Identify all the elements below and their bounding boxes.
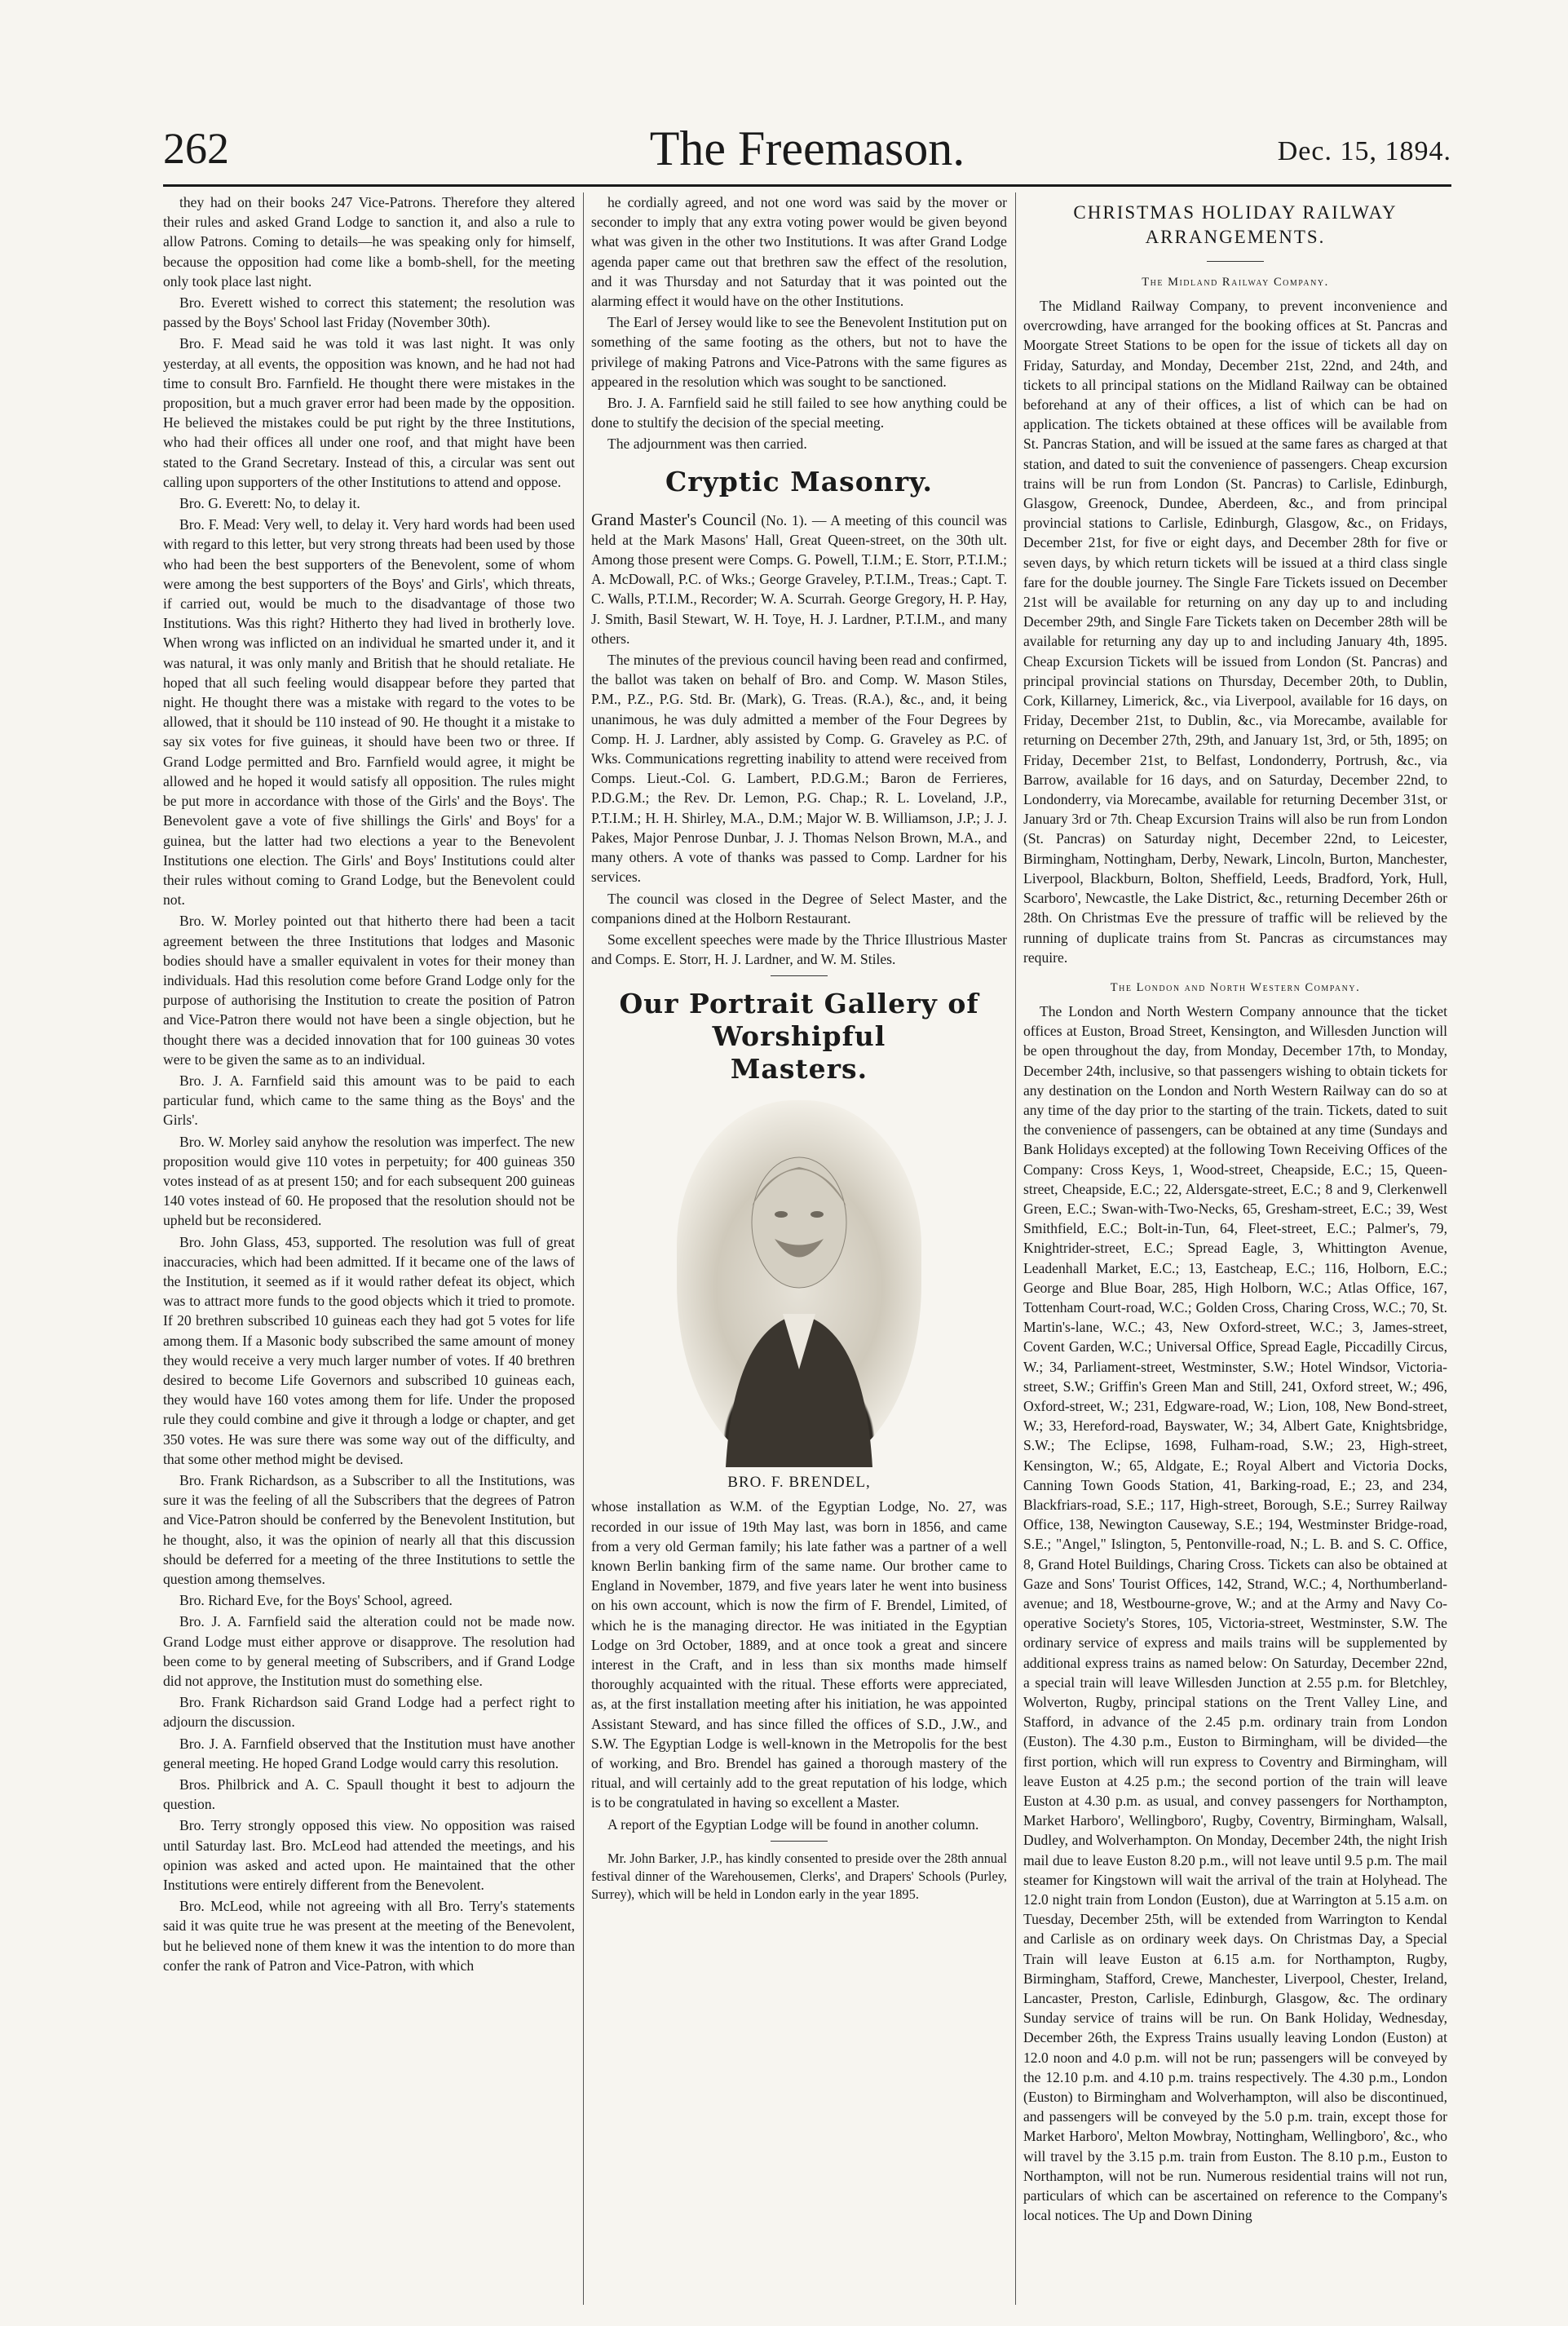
divider <box>771 975 828 976</box>
cryptic-masonry-heading: Cryptic Masonry. <box>665 465 934 497</box>
paragraph: Bro. McLeod, while not agreeing with all Bro. Terry's statements said it was quite true he was present at the meeting of the Benevolent, but he believed none of them knew it was the intention to do more than confer the rank of Patron and Vice-Patron, with which <box>163 1898 575 1974</box>
council-number: (No. 1). <box>761 511 808 528</box>
paragraph: Bros. Philbrick and A. C. Spaull thought it best to adjourn the question. <box>163 1776 575 1813</box>
paragraph: Bro. J. A. Farnfield said the alteration could not be made now. Grand Lodge must either approve or disapprove. The resolution had been come to by general meeting of Subscribers, and if Grand Lodge did not approve, the Institution must do something else. <box>163 1613 575 1690</box>
divider <box>771 1841 828 1842</box>
portrait-gallery-heading <box>591 988 1007 1086</box>
warehousemen-note: Mr. John Barker, J.P., has kindly consented to preside over the 28th annual festival dinner of the Warehousemen, Clerks', and Drapers' Schools (Purley, Surrey), which will be held in London early in the year 1895. <box>591 1850 1007 1902</box>
paragraph: The Earl of Jersey would like to see the Benevolent Institution put on something of the same footing as the others, but not to have the privilege of making Patrons and Vice-Patrons with the same figures as appeared in the resolution which was sought to be sanctioned. <box>591 314 1007 390</box>
paragraph: Bro. G. Everett: No, to delay it. <box>179 495 360 512</box>
paragraph: Bro. J. A. Farnfield said he still failed to see how anything could be done to stultify the decision of the special meeting. <box>591 395 1007 431</box>
portrait-gallery-heading-line: Our Portrait Gallery of Worshipful <box>619 988 979 1053</box>
railway-heading <box>1023 201 1447 250</box>
column-rule <box>1015 192 1016 2305</box>
paragraph: The adjournment was then carried. <box>607 436 807 453</box>
portrait-figure <box>677 1100 921 1467</box>
paragraph: Some excellent speeches were made by the Thrice Illustrious Master and Comps. E. Storr, H. J. Lardner, and W. M. Stiles. <box>591 931 1007 968</box>
masthead-rule <box>163 184 1451 187</box>
paragraph: Bro. F. Mead: Very well, to delay it. Very hard words had been used with regard to this letter, but very strong threats had been used by those who had been the best supporters of the Benevolent, some of whom were among the best supporters of the Boys' and Girls', which threats, if carried out, would be much to the disadvantage of those two Institutions. Was this right? Hitherto they had lived in brotherly love. When wrong was inflicted on an individual he smarted under it, and it was natural, it was only manly and British that he should retaliate. He hoped that all such feeling would disappear before they parted that night. He thought there was a mistake with regard to the votes to be allowed, that it should be 110 instead of 90. He thought it a mistake to say six votes for five guineas, it should have been two or three. If Grand Lodge permitted and Bro. Farnfield would agree, it might be allowed and he hoped it would satisfy all opposition. The rules might be put more in accordance with those of the Girls' and the Boys'. The Benevolent gave a vote of five shillings the Girls' and Boys' for a guinea, but the latter had two elections a year to the Benevolent Institutions one election. The Girls' and Boys' Institutions could alter their rules without coming to Grand Lodge, but the Benevolent could not. <box>163 516 575 909</box>
railway-heading-line: ARRANGEMENTS. <box>1145 227 1326 247</box>
paragraph: The council was closed in the Degree of Select Master, and the companions dined at the Holborn Restaurant. <box>591 890 1007 926</box>
paper-title: The Freemason. <box>649 122 965 175</box>
divider <box>1207 261 1264 262</box>
paragraph: Bro. J. A. Farnfield said this amount was to be paid to each particular fund, which came to the same thing as the Boys' and the Girls'. <box>163 1072 575 1129</box>
paragraph: Bro. F. Mead said he was told it was last night. It was only yesterday, at all events, the opposition was known, and he had not had time to consult Bro. Farnfield. He thought there were mistakes in the proposition, but a much graver error had been made by the opposition. He believed the mistakes could be put right by the three Institutions, who had their offices all under one roof, and that might have been stated to the Grand Secretary. Instead of this, a circular was sent out calling upon supporters of the other Institutions to attend and oppose. <box>163 335 575 490</box>
paragraph: he cordially agreed, and not one word was said by the mover or seconder to imply that any extra voting power would be given beyond what was given in the other two Institutions. It was after Grand Lodge agenda paper came out that brethren saw the effect of the resolution, and it was Thursday and not Saturday that it was pointed out the alarming effect it would have on the other Institutions. <box>591 194 1007 310</box>
council-run-head: Grand Master's Council <box>591 509 757 529</box>
lnw-heading: The London and North Western Company. <box>1110 980 1361 994</box>
column-2 <box>591 192 1007 2305</box>
paragraph: whose installation as W.M. of the Egyptian Lodge, No. 27, was recorded in our issue of 19th May last, was born in 1856, and came from a very old German family; his late father was a partner of a well known Berlin banking firm of the same name. Our brother came to England in November, 1879, and five years later he went into business on his own account, which is now the firm of F. Brendel, Limited, of which he is the managing director. He was initiated in the Egyptian Lodge on 3rd October, 1889, and at once took a great and sincere interest in the Craft, and in less than six months made himself thoroughly acquainted with the ritual. These efforts were appreciated, as, at the first installation meeting after his initiation, he was appointed Assistant Steward, and has since filled the offices of S.D., J.W., and S.W. The Egyptian Lodge is well-known in the Metropolis for the best of working, and Bro. Brendel has gained a thorough mastery of the ritual, and will certainly add to the great reputation of his lodge, which is to be congratulated in having so excellent a Master. <box>591 1498 1007 1811</box>
column-3-railway <box>1023 192 1447 2305</box>
page-number: 262 <box>163 124 229 173</box>
railway-heading-line: CHRISTMAS HOLIDAY RAILWAY <box>1073 202 1398 223</box>
portrait-gallery-heading-line: Masters. <box>730 1053 868 1086</box>
paragraph: Bro. Terry strongly opposed this view. No opposition was raised until Saturday last. Bro. McLeod had attended the meetings, and his opinion was asked and acted upon. He maintained that the other Institutions were entirely different from the Benevolent. <box>163 1817 575 1894</box>
paragraph: Bro. Everett wished to correct this statement; the resolution was passed by the Boys' School last Friday (November 30th). <box>163 294 575 331</box>
council-report-text: — A meeting of this council was held at the Mark Masons' Hall, Great Queen-street, on the 30th ult. Among those present were Comps. G. Powell, T.I.M.; E. Storr, P.T.I.M.; A. McDowall, P.C. of Wks.; George Graveley, P.T.I.M., Treas.; Capt. T. C. Walls, P.T.I.M., Recorder; W. A. Scurrah. George Gregory, H. P. Hay, J. Smith, Basil Stewart, W. H. Toye, H. J. Lardner, P.T.I.M., and many others. <box>591 511 1007 647</box>
paragraph: Bro. Frank Richardson said Grand Lodge had a perfect right to adjourn the discussion. <box>163 1694 575 1731</box>
paragraph: Bro. Richard Eve, for the Boys' School, agreed. <box>179 1592 453 1609</box>
issue-date: Dec. 15, 1894. <box>1277 136 1451 166</box>
column-1-grand-lodge-report <box>163 192 575 2305</box>
paragraph <box>591 510 1007 648</box>
paragraph: Bro. J. A. Farnfield observed that the Institution must have another general meeting. He hoped Grand Lodge would carry this resolution. <box>163 1735 575 1771</box>
paragraph: Bro. W. Morley said anyhow the resolution was imperfect. The new proposition would give 110 votes in perpetuity; for 400 guineas 350 votes instead of as at present 150; and for each subsequent 200 guineas 140 votes instead of 60. He proposed that the resolution should not be upheld but be reconsidered. <box>163 1133 575 1229</box>
paragraph: Bro. John Glass, 453, supported. The resolution was full of great inaccuracies, which had been admitted. If it became one of the laws of the Institution, it seemed as if it would rather defeat its object, which was to attract more funds to the good objects which it tried to promote. If 20 brethren subscribed 10 guineas each they had got 5 votes for life among them. If a Masonic body subscribed the same amount of money they would receive a very much larger number of votes. If 40 brethren desired to become Life Governors and subscribed 10 guineas each, they would have 160 votes among them for life. Under the proposed rule they could combine and give it through a lodge or chapter, and get 350 votes. He was sure there was some way out of the difficulty, and that some other method might be devised. <box>163 1233 575 1467</box>
paragraph: A report of the Egyptian Lodge will be found in another column. <box>607 1815 979 1833</box>
paragraph: Bro. Frank Richardson, as a Subscriber to all the Institutions, was sure it was the feeling of all the Subscribers that the degrees of Patron and Vice-Patron should be conferred by the Benevolent Institution, but he thought, also, it was the opinion of nearly all that this discussion should be deferred for a meeting of the three Institutions to settle the question among themselves. <box>163 1472 575 1588</box>
paragraph: The Midland Railway Company, to prevent inconvenience and overcrowding, have arranged for the booking offices at St. Pancras and Moorgate Street Stations to be open for the issue of tickets all day on Friday, Saturday, and Monday, December 21st, 22nd, and 24th, and tickets to all principal stations on the Midland Railway can be obtained beforehand at any of their offices, a list of which can be had on application. The tickets obtained at these offices will be available from St. Pancras Station, and will be issued at the same fares as charged at that station, and dated to suit the convenience of passengers. Cheap excursion trains will be run from London (St. Pancras) to Carlisle, Edinburgh, Glasgow, Greenock, Dundee, Aberdeen, &c., and from principal provincial stations to Carlisle, Edinburgh, Glasgow, &c., on Fridays, December 21st, for five or eight days, and December 28th for five or seven days, by which return tickets will be issued at a third class single fare for the double journey. The Single Fare Tickets issued on December 21st will be available for returning on any day up to and including December 29th, and Single Fare Tickets taken on December 28th will be available for returning any day up to and including January 4th, 1895. Cheap Excursion Tickets will be issued from London (St. Pancras) and principal provincial stations on Thursday, December 20th, to Dublin, Cork, Killarney, Limerick, &c., via Liverpool, available for 16 days, on Friday, December 21st, to Dublin, &c., via Morecambe, available for returning on December 27th, 29th, and January 1st, 3rd, or 5th, 1895; on Friday, December 21st, to Belfast, Londonderry, Portrush, &c., via Barrow, available for 16 days, and on Saturday, December 22nd, to Londonderry, via Morecambe, available for returning December 31st, or January 3rd or 7th. Cheap Excursion Trains will also be run from London (St. Pancras) on Saturday night, December 22nd, to Leicester, Birmingham, Nottingham, Derby, Newark, Lincoln, Burton, Manchester, Liverpool, Blackburn, Bolton, Sheffield, Leeds, Bradford, York, Hull, Scarboro', Newcastle, the Lake District, &c., returning December 26th or 28th. On Christmas Eve the pressure of traffic will be relieved by the running of duplicate trains from St. Pancras as circumstances may require. <box>1023 298 1447 966</box>
portrait-caption: BRO. F. BRENDEL, <box>727 1474 871 1492</box>
paragraph: The London and North Western Company announce that the ticket offices at Euston, Broad Street, Kensington, and Willesden Junction will be open throughout the day, from Monday, December 17th, to Monday, December 24th, inclusive, so that passengers wishing to obtain tickets for any destination on the London and North Western Railway can do so at any time of the day prior to the starting of the train. Tickets, dated to suit the convenience of passengers, can be obtained at any time (Sundays and Bank Holidays excepted) at the following Town Receiving Offices of the Company: Cross Keys, 1, Wood-street, Cheapside, E.C.; 15, Queen-street, Cheapside, E.C.; 22, Aldersgate-street, E.C.; 8 and 9, Clerkenwell Green, E.C.; Swan-with-Two-Necks, 65, Gresham-street, E.C.; 39, West Smithfield, E.C.; Bolt-in-Tun, 64, Fleet-street, E.C.; Palmer's, 79, Knightrider-street, E.C.; Spread Eagle, 3, Whittington Avenue, Leadenhall Market, E.C.; 13, Eastcheap, E.C.; 116, Holborn, E.C.; George and Blue Boar, 285, High Holborn, W.C.; Atlas Office, 167, Tottenham Court-road, W.C.; Golden Cross, Charing Cross, W.C.; 70, St. Martin's-lane, W.C.; 43, New Oxford-street, W.C.; 3, James-street, Covent Garden, W.C.; Universal Office, Spread Eagle, Piccadilly Circus, W.; 34, Parliament-street, Westminster, S.W.; Hotel Windsor, Victoria-street, S.W.; Griffin's Green Man and Still, 241, Oxford street, W.; 496, Oxford-street, W.; 231, Edgware-road, W.; Lion, 108, New Bond-street, W.; 33, Hereford-road, Bayswater, W.; 34, Albert Gate, Knightsbridge, S.W.; The Eclipse, 1698, Fulham-road, S.W.; 23, High-street, Kensington, W.; 65, Aldgate, E.; Royal Albert and Victoria Docks, Canning Town Goods Station, 41, Barking-road, E.; 23, and 234, Blackfriars-road, S.E.; 117, High-street, Borough, S.E.; Surrey Railway Office, 138, Newington Causeway, S.E.; 194, Westminster Bridge-road, S.E.; "Angel," Islington, 5, Pentonville-road, N.; L. B. and S. C. Office, 8, Grand Hotel Buildings, Charing Cross. Tickets can also be obtained at Gaze and Sons' Tourist Offices, 142, Strand, W.C.; 4, Northumberland-avenue; and 18, Westbourne-grove, W.; and at the Army and Navy Co-operative Society's Stores, 105, Victoria-street, Westminster, S.W. The ordinary service of express and mails trains will be supplemented by additional express trains as named below: On Saturday, December 22nd, a special train will leave Willesden Junction at 2.55 p.m. for Bletchley, Wolverton, Rugby, principal stations on the Trent Valley Line, and Stafford, in advance of the 2.45 p.m. ordinary train from London (Euston). The 4.30 p.m., Euston to Birmingham, will be divided—the first portion, which will run express to Coventry and Birmingham, will leave Euston at 4.25 p.m.; the second portion of the train will leave Euston at 4.30 p.m. as usual, and convey passengers for Northampton, Market Harboro', Wellingboro', Rugby, Coventry, Birmingham, Walsall, Dudley, and Wolverhampton. On Monday, December 24th, the night Irish mail due to leave Euston 8.20 p.m., will not leave until 9.5 p.m. The mail steamer for Kingstown will wait the arrival of the train at Holyhead. The 12.0 night train from London (Euston), due at Warrington at 5.15 a.m. on Tuesday, December 25th, will be extended from Warrington to Kendal and Carlisle as on ordinary week days. On Christmas Day, a Special Train will leave Euston at 6.15 a.m. for Northampton, Rugby, Birmingham, Stafford, Crewe, Manchester, Liverpool, Chester, Ireland, Lancaster, Preston, Carlisle, Edinburgh, Glasgow, &c. The ordinary Sunday service of trains will be run. On Bank Holiday, Wednesday, December 26th, the Express Trains usually leaving London (Euston) at 12.0 noon and 4.0 p.m. will not be run; passengers will be conveyed by the 12.10 p.m. and 4.10 p.m. trains respectively. The 4.30 p.m., London (Euston) to Birmingham and Wolverhampton, will also be discontinued, and passengers will be conveyed by the 5.0 p.m. train, except those for Market Harboro', Melton Mowbray, Nottingham, Wellingboro', &c., who will travel by the 3.15 p.m. train from Euston. The 8.10 p.m., Euston to Northampton, will not be run. Numerous residential trains will not run, particulars of which can be ascertained on reference to the Company's local notices. The Up and Down Dining <box>1023 1002 1447 2224</box>
portrait-photo <box>677 1100 921 1467</box>
masthead <box>163 122 1451 179</box>
midland-heading: The Midland Railway Company. <box>1142 276 1329 289</box>
paragraph: they had on their books 247 Vice-Patrons. Therefore they altered their rules and asked Grand Lodge to sanction it, and also a rule to allow Patrons. Coming to details—he was speaking only for himself, because the opposition had come like a bomb-shell, for the meeting only took place last night. <box>163 194 575 290</box>
column-rule <box>583 192 584 2305</box>
paragraph: The minutes of the previous council having been read and confirmed, the ballot was taken on behalf of Bro. and Comp. W. Mason Stiles, P.M., P.Z., P.G. Std. Br. (Mark), G. Treas. (R.A.), &c., and, it being unanimous, he was duly admitted a member of the Four Degrees by Comp. H. J. Lardner, ably assisted by Comp. G. Graveley as P.C. of Wks. Communications regretting inability to attend were received from Comps. Lieut.-Col. G. Lambert, P.D.G.M.; Baron de Ferrieres, P.D.G.M.; the Rev. Dr. Lemon, P.G. Chap.; R. L. Loveland, J.P., P.T.I.M.; H. H. Shirley, M.A., D.M.; Major W. B. Williamson, J.P.; J. J. Pakes, Major Penrose Dunbar, J. J. Thomas Nelson Brown, M.A., and many others. A vote of thanks was passed to Comp. Lardner for his services. <box>591 652 1007 886</box>
paragraph: Bro. W. Morley pointed out that hitherto there had been a tacit agreement between the three Institutions that lodges and Masonic bodies should have a smaller equivalent in votes for their money than individuals. Had this resolution come before Grand Lodge only for the purpose of authorising the Institution to create the position of Patron and Vice-Patron there would not have been a single objection, but he thought there was a decided innovation that for 100 guineas 30 votes were to be given the same as to an individual. <box>163 913 575 1068</box>
